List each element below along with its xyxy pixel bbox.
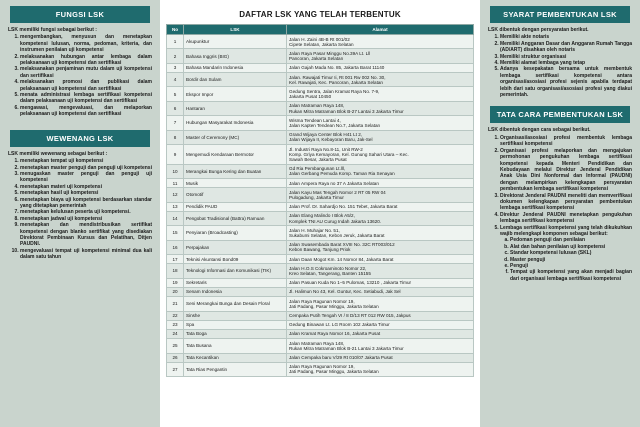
sublist-item: d. Master penguji — [510, 257, 632, 263]
list-item: 1. Memiliki akte notaris — [500, 34, 632, 40]
fungsi-heading: FUNGSI LSK — [10, 6, 150, 23]
list-item: 6. mengawasi, mengevaluasi, dan melaporkan pelaksanaan uji kompetensi dan sertifikasi — [20, 105, 152, 118]
table-cell-no: 25 — [167, 339, 184, 353]
list-item: 6. menetapkan biaya uji kompetensi berdasarkan standar yang ditetapkan pemerintah — [20, 197, 152, 210]
syarat-intro: LSK dibentuk dengan persyaratan berikut. — [488, 27, 589, 33]
table-cell-no: 22 — [167, 311, 184, 320]
list-item: 2. Organisasi profesi melaporkan dan mengajukan permohonan pengukuhan lembaga sertifikasi kompetensi kepada Menteri Pendidikan dan Kebudayaan melalui Direktur Jenderal Pendidikan Anak Usia Dini Nonformal dan Informal (PAUDNI) dengan melampirkan kelengkapan persyaratan pembentukan lembaga sertifikasi kompetensi — [500, 148, 632, 193]
table-cell-alamat: Jalan H. Muhajar No. 51, Sukabumi Selatan, Kebon Jeruk, Jakarta Barat — [287, 226, 474, 240]
table-row — [167, 164, 474, 178]
list-item: 4. Direktur Jenderal PAUDNI menetapkan pengukuhan lembaga sertifikasi kompetensi — [500, 212, 632, 225]
table-cell-no: 5 — [167, 87, 184, 101]
fungsi-intro: LSK memiliki fungsi sebagai berikut : — [8, 27, 97, 33]
table-cell-no: 8 — [167, 130, 184, 144]
table-cell-no: 10 — [167, 164, 184, 178]
table-cell-alamat: Gedung Binawan Lt. LG Room 102 Jakarta Timur — [287, 320, 474, 329]
table-row — [167, 297, 474, 311]
table-row — [167, 240, 474, 254]
table-cell-alamat: Jalan Matraman Raya 148, Rukan Mitra Matraman Blok B-21 Lantai 3 Jakarta Timur — [287, 339, 474, 353]
table-cell-no: 18 — [167, 264, 184, 278]
table-row — [167, 311, 474, 320]
list-item: 9. menetapkan dan mendistribusikan sertifikat kompetensi dengan blanko sertifikat yang disediakan Direktorat Pembinaan Kursus dan Pelatihan, Ditjen PAUDNI. — [20, 222, 152, 248]
table-row — [167, 35, 474, 49]
table-cell-lsk: Teknisi Akuntansi Bond09 — [184, 255, 287, 264]
table-cell-no: 23 — [167, 320, 184, 329]
right-panel — [480, 0, 640, 427]
table-cell-lsk: Ekspor Impor — [184, 87, 287, 101]
table-cell-lsk: Mengemudi Kendaraan Bermotor — [184, 145, 287, 165]
table-row — [167, 145, 474, 165]
table-body — [167, 35, 474, 377]
lsk-table — [166, 24, 474, 377]
table-row — [167, 353, 474, 362]
table-cell-no: 20 — [167, 287, 184, 296]
table-cell-lsk: Senam Indonesia — [184, 287, 287, 296]
table-row — [167, 87, 474, 101]
table-row — [167, 287, 474, 296]
list-item: 1. menetapkan tempat uji kompetensi — [20, 158, 152, 164]
list-item: 3. Direktorat Jenderal PAUDNI meneliti dan memverifikasi dokumen kelengkapan persyaratan pembentukan lembaga sertifikasi kompetensi — [500, 193, 632, 212]
table-cell-no: 1 — [167, 35, 184, 49]
table-cell-lsk: Master of Ceremony (MC) — [184, 130, 287, 144]
wewenang-list — [8, 158, 152, 261]
table-cell-lsk: Tata Rias Pengantin — [184, 362, 287, 376]
table-cell-no: 15 — [167, 226, 184, 240]
table-row — [167, 329, 474, 338]
list-item-text: Lembaga sertifikasi kompetensi yang telah dikukuhkan wajib melengkapi komponen sebagai berikut: — [500, 224, 632, 237]
column-header-alamat: Alamat — [287, 25, 474, 35]
table-row — [167, 211, 474, 225]
table-cell-no: 24 — [167, 329, 184, 338]
table-cell-no: 7 — [167, 116, 184, 130]
table-cell-lsk: Tata Boga — [184, 329, 287, 338]
sublist-item: c. Standar kompetensi lulusan (SKL) — [510, 250, 632, 256]
list-item: 3. menugaskan master penguji dan penguji uji kompetensi — [20, 171, 152, 184]
page-title: DAFTAR LSK YANG TELAH TERBENTUK — [239, 10, 401, 19]
table-row — [167, 49, 474, 63]
column-header-lsk: LSK — [184, 25, 287, 35]
wewenang-heading: WEWENANG LSK — [10, 130, 150, 147]
table-row — [167, 320, 474, 329]
table-row — [167, 116, 474, 130]
table-cell-alamat: Jalan Matraman Raya 148, Rukan Mitra Matraman Blok B-27 Lantai 3 Jakarta Timur — [287, 101, 474, 115]
table-cell-no: 14 — [167, 211, 184, 225]
table-row — [167, 255, 474, 264]
table-cell-lsk: Sekretaris — [184, 278, 287, 287]
table-cell-alamat: Gd Ria Pembangunan Lt.lll, Jalan Gerbang Pemuda Komp. Taman Ria Senayan — [287, 164, 474, 178]
table-cell-no: 27 — [167, 362, 184, 376]
table-cell-alamat: Wisma Tendean Lantai 4, Jalan Kapten Tendean No.7, Jakarta Selatan — [287, 116, 474, 130]
sublist-item: f. Tempat uji kompetensi yang akan menjadi bagian dari organisasi lembaga sertifikasi kompetensi — [510, 269, 632, 282]
list-item: 4. melaksanakan promosi dan publikasi dalam pelaksanaan uji kompetensi dan sertifikasi — [20, 79, 152, 92]
table-row — [167, 278, 474, 287]
table-cell-alamat: Gedung Sentra, Jalan Kramat Raya No. 7-9, Jakarta Pusat 10450 — [287, 87, 474, 101]
table-cell-alamat: Jalan Cempaka baru V/29 Rt 010/07 Jakarta Pusat — [287, 353, 474, 362]
table-cell-lsk: Merangkai Bunga Kering dan Buatan — [184, 164, 287, 178]
table-row — [167, 264, 474, 278]
table-row — [167, 130, 474, 144]
tatacara-list — [488, 135, 632, 282]
table-cell-lsk: Tata Busana — [184, 339, 287, 353]
list-item: 3. melaksanakan penjaminan mutu dalam uji kompetensi dan sertifikasi — [20, 66, 152, 79]
table-cell-no: 6 — [167, 101, 184, 115]
table-cell-lsk: Sinshe — [184, 311, 287, 320]
table-cell-alamat: Jalan H.O.S Cokroaminoto Nomor 22, Kreo Selatan, Tangerang, Banten 15155 — [287, 264, 474, 278]
table-row — [167, 179, 474, 188]
list-item: 2. menetapkan master penguji dan penguji uji kompetensi — [20, 165, 152, 171]
wewenang-intro: LSK memiliki wewenang sebagai berikut : — [8, 150, 108, 157]
table-cell-no: 11 — [167, 179, 184, 188]
table-cell-alamat: Jalan Kayu Mas Tengah Nomor 2 RT 05 RW 04 Pulogadung, Jakarta Timur — [287, 188, 474, 202]
table-row — [167, 362, 474, 376]
table-cell-lsk: Tata Kecantikan — [184, 353, 287, 362]
table-row — [167, 202, 474, 211]
table-row — [167, 63, 474, 72]
table-cell-no: 4 — [167, 73, 184, 87]
table-cell-alamat: Jalan Swasembada Barat XVIII No. 32C RT003/012 Kebon Bawang, Tanjung Priok — [287, 240, 474, 254]
left-panel — [0, 0, 160, 427]
table-row — [167, 188, 474, 202]
table-row — [167, 101, 474, 115]
table-cell-lsk: Bordir dan Sulam — [184, 73, 287, 87]
table-cell-no: 16 — [167, 240, 184, 254]
table-cell-lsk: Bahasa Inggris (BIG) — [184, 49, 287, 63]
sublist-item: e. Penguji — [510, 263, 632, 269]
table-cell-no: 12 — [167, 188, 184, 202]
list-item: 3. Memiliki struktur organisasi — [500, 54, 632, 60]
table-cell-alamat: Jl. Industri Raya No.8-11, Unit RW-2 Komp. Griya Kemayoran, Kel. Gunung Sahari Utara – Kec. Sawah Besar, Jakarta Pusat — [287, 145, 474, 165]
list-item: 2. Memiliki Anggaran Dasar dan Anggaran Rumah Tangga (AD/ART) disahkan oleh notaris — [500, 41, 632, 54]
table-row — [167, 73, 474, 87]
table-cell-lsk: Perpajakan — [184, 240, 287, 254]
table-cell-lsk: Hubungan Masyarakat Indonesia — [184, 116, 287, 130]
table-cell-alamat: Jalan Kramat Raya Nomor 16, Jakarta Pusat — [287, 329, 474, 338]
table-cell-alamat: Jalan. Rawajati Timur Ii, Rt 001 Rw 002 No. 30, Kel. Rawajati, Kec. Pancoran, Jakarta Selatan — [287, 73, 474, 87]
table-row — [167, 226, 474, 240]
table-cell-lsk: Spa — [184, 320, 287, 329]
list-item: 10. mengevaluasi tempat uji kompetensi minimal dua kali dalam satu tahun — [20, 248, 152, 261]
table-cell-alamat: Jalan Elang Malindo I Blok A5/2, Komplek TNI AU Curug Indah Jakarta 13620. — [287, 211, 474, 225]
tatacara-heading: TATA CARA PEMBENTUKAN LSK — [490, 106, 630, 123]
list-item: 5. Adanya kesepakatan bersama untuk membentuk lembaga sertifikasi kompetensi antara organisasi/asosiasi profesi sejenis apabila terdapat lebih dari satu organisasi/asosiasi profesi yang diakui pemerintah. — [500, 66, 632, 98]
table-cell-lsk: Akupunktur — [184, 35, 287, 49]
table-row — [167, 339, 474, 353]
list-item: 8. menetapkan jadwal uji kompetensi — [20, 216, 152, 222]
table-cell-lsk: Penyiaran (Broadcasting) — [184, 226, 287, 240]
column-header-no: No — [167, 25, 184, 35]
table-cell-alamat: Jalan Raya Ragunan Nomor 19, Jati Padang, Pasar Minggu, Jakarta Selatan — [287, 362, 474, 376]
table-header-row — [167, 25, 474, 35]
list-item: 1. mengembangkan, menyusun dan menetapkan kompetensi lulusan, norma, pedoman, kriteria, dan instrumen penilaian uji kompetensi — [20, 34, 152, 53]
list-item: 5. menetapkan hasil uji kompetensi — [20, 190, 152, 196]
syarat-heading: SYARAT PEMBENTUKAN LSK — [490, 6, 630, 23]
table-cell-no: 9 — [167, 145, 184, 165]
list-item: 7. menetapkan kelulusan peserta uji kompetensi. — [20, 209, 152, 215]
table-cell-no: 17 — [167, 255, 184, 264]
spacer — [8, 118, 152, 130]
main-panel — [160, 0, 480, 427]
fungsi-list — [8, 34, 152, 117]
list-item: 4. Memiliki alamat lembaga yang tetap — [500, 60, 632, 66]
table-cell-lsk: Pengobat Tradisional (Battra) Ramuan — [184, 211, 287, 225]
list-item: 2. melaksanakan hubungan antar lembaga dalam pelaksanaan uji kompetensi dan sertifikasi — [20, 54, 152, 67]
table-cell-lsk: Otomotif — [184, 188, 287, 202]
table-cell-alamat: Grand Wijaya Center Blok H41 Lt 2, Jalan Wijaya II, Kebayoran Baru, Jak-Sel — [287, 130, 474, 144]
list-item: 4. menetapkan materi uji kompetensi — [20, 184, 152, 190]
table-cell-lsk: Seni Merangkai Bunga dan Desain Floral — [184, 297, 287, 311]
table-cell-alamat: Jalan Daan Mogot Km. 14 Nomor 84, Jakarta Barat — [287, 255, 474, 264]
syarat-list — [488, 34, 632, 98]
list-item: 5. menata administrasi lembaga sertifikasi kompetensi dalam pelaksanaan uji kompetensi dan sertifikasi — [20, 92, 152, 105]
table-cell-alamat: Jalan H. Zaini 4B-B Rt 001/02 Cipete Selatan, Jakarta Selatan — [287, 35, 474, 49]
list-item: 1. Organisasi/asosiasi profesi membentuk lembaga sertifikasi kompetensi — [500, 135, 632, 148]
tatacara-intro: LSK dibentuk dengan cara sebagai berikut. — [488, 127, 591, 134]
table-cell-lsk: Bahasa Mandarin Indonesia — [184, 63, 287, 72]
table-cell-alamat: Jalan Pasuan Kuda No 1–5 Pulomas, 13210 , Jakarta Timur — [287, 278, 474, 287]
table-cell-no: 3 — [167, 63, 184, 72]
table-cell-no: 13 — [167, 202, 184, 211]
table-cell-lsk: Teknologi Informasi dan Komunikasi (TIK) — [184, 264, 287, 278]
table-cell-alamat: Jl. Halimun No 43, Kel. Guntur, Kec. Setiabudi, Jak Sel — [287, 287, 474, 296]
table-cell-lsk: Musik — [184, 179, 287, 188]
table-cell-no: 2 — [167, 49, 184, 63]
table-cell-alamat: Jalan Raya Pasar Minggu No.39A Lt. Lll Pancoran, Jakarta Selatan — [287, 49, 474, 63]
table-cell-alamat: Jalan Gajah Mada No. 85, Jakarta Barat 11140 — [287, 63, 474, 72]
list-item — [500, 225, 632, 283]
table-cell-no: 21 — [167, 297, 184, 311]
sublist-item: b. Alat dan bahan penilaian uji kompetensi — [510, 244, 632, 250]
table-cell-alamat: Jalan Raya Ragunan Nomor 19, Jati Padang, Pasar Minggu, Jakarta Selatan — [287, 297, 474, 311]
table-cell-no: 19 — [167, 278, 184, 287]
table-cell-alamat: Cempaka Putih Tengah VI / 8 D/13 RT 012 RW 015, Jakpus — [287, 311, 474, 320]
sublist-item: a. Pedoman penguji dan penilaian — [510, 237, 632, 243]
table-cell-alamat: Jalan Ampera Raya no 37 A Jakarta Selatan — [287, 179, 474, 188]
table-cell-alamat: Jalan Prof. Dr. Sahardjo No. 151 Tebet, Jakarta Barat — [287, 202, 474, 211]
spacer — [488, 98, 632, 106]
tatacara-sublist — [500, 237, 632, 282]
table-cell-lsk: Hantaran — [184, 101, 287, 115]
table-cell-lsk: Pendidik PAUD — [184, 202, 287, 211]
table-cell-no: 26 — [167, 353, 184, 362]
